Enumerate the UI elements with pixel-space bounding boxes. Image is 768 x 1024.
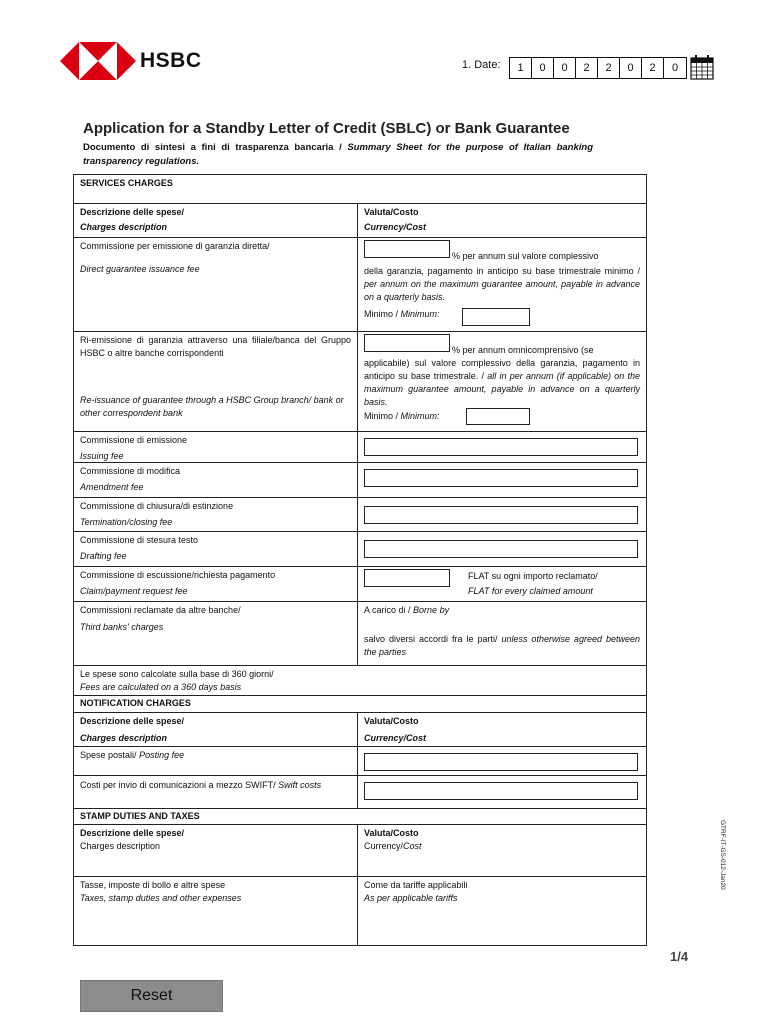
notif-col-cost-en: Currency/Cost	[364, 733, 427, 743]
swift-costs-en: Swift costs	[278, 780, 322, 790]
issuing-fee-en: Issuing fee	[80, 451, 124, 461]
notif-col-description-en: Charges description	[80, 733, 168, 743]
borne-by-label	[364, 604, 640, 617]
reissue-fee-en: Re-issuance of guarantee through a HSBC Group branch/ bank or other correspondent bank	[80, 395, 344, 418]
swift-costs-label	[74, 776, 358, 808]
stamp-col-cost-en	[364, 840, 640, 853]
date-label: 1. Date:	[462, 59, 501, 71]
third-banks-en: Third banks' charges	[80, 622, 164, 632]
claim-flat-it: FLAT su ogni importo reclamato/	[468, 571, 598, 581]
notif-col-description-it: Descrizione delle spese/	[80, 716, 185, 726]
direct-minimum-it: Minimo /	[364, 309, 399, 319]
notification-column-header	[74, 712, 646, 746]
subtitle-english: Summary Sheet for the purpose of Italian banking transparency regulations.	[83, 142, 594, 167]
date-digit[interactable]: 0	[532, 58, 554, 78]
direct-minimum-label	[364, 308, 440, 321]
document-subtitle	[83, 141, 593, 169]
posting-fee-it: Spese postali/	[80, 750, 137, 760]
services-heading-row	[74, 175, 646, 203]
unless-agreed-en: unless otherwise agreed between the parties	[364, 634, 640, 657]
amendment-fee-input[interactable]	[364, 469, 638, 487]
days-basis-it: Le spese sono calcolate sulla base di 360 giorni/	[80, 669, 274, 679]
direct-fee-description-it: della garanzia, pagamento in anticipo su base trimestrale minimo /	[364, 266, 640, 276]
termination-fee-en: Termination/closing fee	[80, 517, 173, 527]
notification-heading: NOTIFICATION CHARGES	[80, 698, 191, 708]
date-digit[interactable]: 2	[642, 58, 664, 78]
reissuance-row	[74, 331, 646, 431]
services-heading: SERVICES CHARGES	[80, 178, 173, 188]
services-column-header	[74, 203, 646, 237]
termination-fee-it: Commissione di chiusura/di estinzione	[80, 501, 234, 511]
posting-fee-en: Posting fee	[139, 750, 185, 760]
drafting-fee-input[interactable]	[364, 540, 638, 558]
stamp-col-description-it: Descrizione delle spese/	[80, 828, 185, 838]
direct-fee-it: Commissione per emissione di garanzia diretta/	[80, 241, 270, 251]
borne-by-en: Borne by	[413, 605, 450, 615]
date-digit[interactable]: 2	[598, 58, 620, 78]
claim-fee-row	[74, 566, 646, 601]
taxes-en: Taxes, stamp duties and other expenses	[80, 893, 242, 903]
col-description-en: Charges description	[80, 222, 168, 232]
posting-fee-input[interactable]	[364, 753, 638, 771]
date-field[interactable]	[509, 57, 687, 79]
days-basis-en: Fees are calculated on a 360 days basis	[80, 682, 242, 692]
termination-fee-input[interactable]	[364, 506, 638, 524]
unless-agreed-it: salvo diversi accordi fra le parti/	[364, 634, 498, 644]
stamp-heading-row	[74, 808, 646, 824]
col-cost-it: Valuta/Costo	[364, 207, 419, 217]
third-banks-row	[74, 601, 646, 665]
taxes-row	[74, 876, 646, 946]
col-cost-en: Currency/Cost	[364, 222, 427, 232]
date-digit[interactable]: 2	[576, 58, 598, 78]
date-digit[interactable]: 0	[620, 58, 642, 78]
taxes-it: Tasse, imposte di bollo e altre spese	[80, 880, 226, 890]
stamp-heading: STAMP DUTIES AND TAXES	[80, 811, 200, 821]
reissue-fee-description-it: applicabile) sul valore complessivo della garanzia, pagamento in anticipo su base trimestrale. /	[364, 358, 640, 381]
stamp-col-cost-it: Valuta/Costo	[364, 828, 419, 838]
direct-fee-percent-input[interactable]	[364, 240, 450, 258]
document-title: Application for a Standby Letter of Credit (SBLC) or Bank Guarantee	[83, 120, 570, 137]
third-banks-it: Commissioni reclamate da altre banche/	[80, 605, 241, 615]
direct-fee-description	[364, 265, 640, 304]
reissue-fee-percent-input[interactable]	[364, 334, 450, 352]
claim-fee-input[interactable]	[364, 569, 450, 587]
reissue-fee-description	[364, 357, 640, 409]
posting-fee-label	[80, 749, 351, 762]
charges-form	[73, 174, 647, 946]
claim-fee-en: Claim/payment request fee	[80, 586, 188, 596]
amendment-fee-en: Amendment fee	[80, 482, 144, 492]
drafting-fee-it: Commissione di stesura testo	[80, 535, 199, 545]
amendment-fee-row	[74, 462, 646, 497]
tariffs-en: As per applicable tariffs	[364, 893, 458, 903]
col-description-it: Descrizione delle spese/	[80, 207, 185, 217]
issuing-fee-input[interactable]	[364, 438, 638, 456]
amendment-fee-it: Commissione di modifica	[80, 466, 181, 476]
direct-fee-description-en: per annum on the maximum guarantee amount, payable in advance on a quarterly basis.	[364, 279, 640, 302]
reissue-fee-it: Ri-emissione di garanzia attraverso una filiale/banca del Gruppo HSBC o altre banche corrispondenti	[80, 335, 351, 358]
direct-fee-percent-text: % per annum sul valore complessivo	[452, 251, 599, 261]
date-digit[interactable]: 0	[554, 58, 576, 78]
notification-heading-row	[74, 695, 646, 712]
claim-fee-it: Commissione di escussione/richiesta pagamento	[80, 570, 276, 580]
notif-col-cost-it: Valuta/Costo	[364, 716, 419, 726]
tariffs-it: Come da tariffe applicabili	[364, 880, 468, 890]
stamp-column-header	[74, 824, 646, 876]
brand-name: HSBC	[140, 49, 202, 72]
reissue-minimum-label	[364, 410, 440, 423]
reissue-minimum-en: Minimum:	[400, 411, 440, 421]
claim-flat-en: FLAT for every claimed amount	[468, 586, 593, 596]
direct-minimum-input[interactable]	[462, 308, 530, 326]
swift-costs-it: Costi per invio di comunicazioni a mezzo SWIFT/	[80, 780, 276, 790]
stamp-col-cost-en1: Currency/	[364, 841, 404, 851]
issuing-fee-row	[74, 431, 646, 462]
drafting-fee-en: Drafting fee	[80, 551, 127, 561]
borne-by-it: A carico di /	[364, 605, 411, 615]
document-code: GTRF-IT-GS-012-Jan20	[719, 820, 726, 890]
unless-agreed-text	[364, 633, 640, 659]
reissue-fee-percent-text: % per annum omnicomprensivo (se	[452, 345, 594, 355]
hsbc-hexagon-logo-icon	[60, 42, 136, 80]
termination-fee-row	[74, 497, 646, 531]
swift-costs-input[interactable]	[364, 782, 638, 800]
direct-fee-en: Direct guarantee issuance fee	[80, 264, 200, 274]
direct-guarantee-row	[74, 237, 646, 331]
reset-button[interactable]: Reset	[80, 980, 223, 1012]
page-number: 1/4	[670, 949, 689, 964]
reissue-minimum-it: Minimo /	[364, 411, 399, 421]
date-digit[interactable]: 0	[671, 62, 679, 74]
stamp-col-description-en: Charges description	[80, 841, 161, 851]
drafting-fee-row	[74, 531, 646, 566]
date-digit[interactable]: 1	[510, 58, 532, 78]
subtitle-italian: Documento di sintesi a fini di trasparenza bancaria /	[83, 142, 342, 153]
issuing-fee-it: Commissione di emissione	[80, 435, 188, 445]
swift-costs-row	[74, 775, 646, 808]
direct-minimum-en: Minimum:	[400, 309, 440, 319]
calendar-icon[interactable]	[690, 54, 714, 80]
reissue-fee-description-en: all in per annum (if applicable) on the maximum guarantee amount, payable in advance on a quarterly basis.	[364, 371, 640, 407]
posting-fee-row	[74, 746, 646, 775]
reissue-minimum-input[interactable]	[466, 408, 530, 425]
stamp-col-cost-en2: Cost	[403, 841, 422, 851]
days-basis-row	[74, 665, 646, 695]
